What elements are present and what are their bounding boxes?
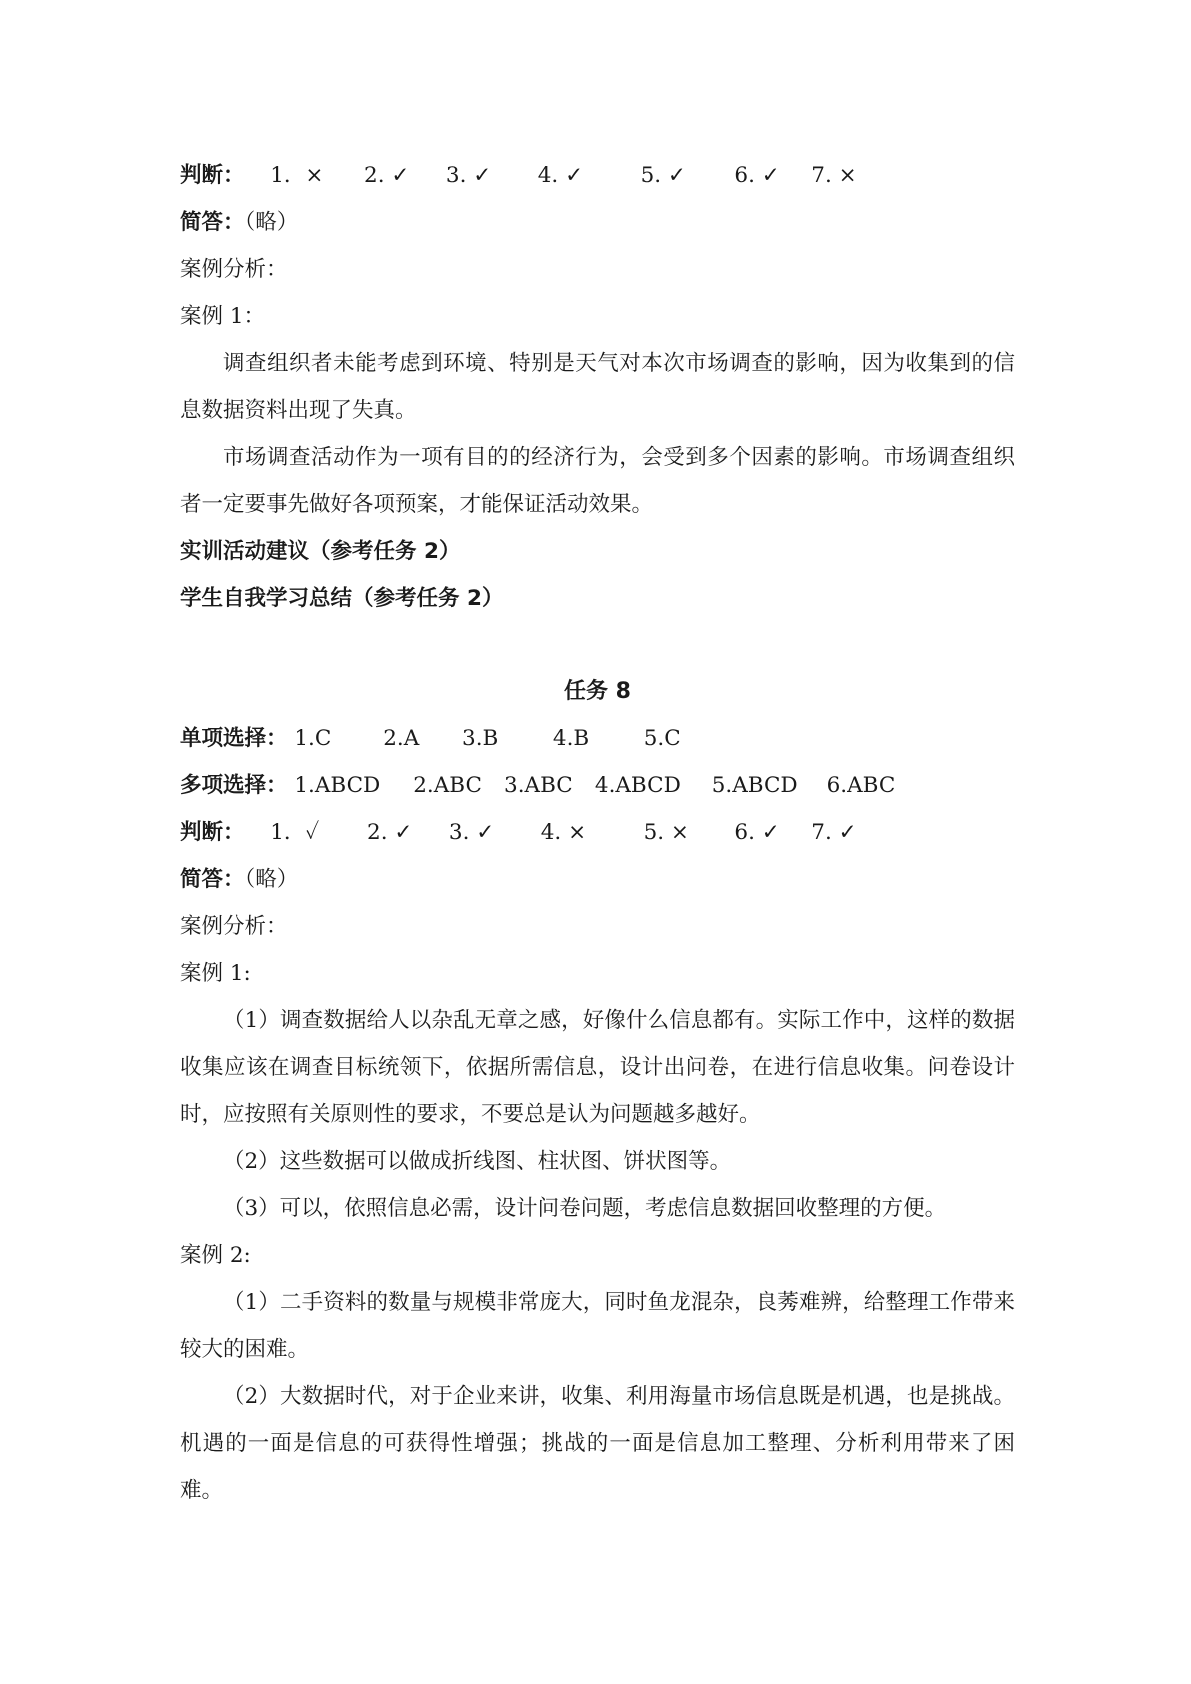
section-gap — [180, 622, 1015, 668]
short-answer-line — [180, 199, 1015, 246]
judge-answer: 2. ✓ — [364, 163, 410, 188]
judge-answer: 1．✓ — [270, 820, 320, 845]
judge-label: 判断： — [180, 163, 245, 188]
case-paragraph: 调查组织者未能考虑到环境、特别是天气对本次市场调查的影响，因为收集到的信息数据资料出现了失真。 — [180, 351, 1015, 423]
case-label: 案例 1： — [180, 304, 266, 329]
judge-answer: 2. ✓ — [367, 820, 413, 845]
case-label: 案例 2: — [180, 1243, 251, 1268]
judge-answer: 3. ✓ — [448, 820, 495, 845]
single-choice-answer: 4.B — [552, 726, 590, 751]
case-paragraph: （2）大数据时代，对于企业来讲，收集、利用海量市场信息既是机遇，也是挑战。机遇的一面是信息的可获得性增强；挑战的一面是信息加工整理、分析利用带来了困难。 — [180, 1384, 1015, 1503]
judge-answer: 1．× — [270, 163, 324, 188]
judge-answer: 6. ✓ — [734, 163, 780, 188]
judge-answer: 6. ✓ — [734, 820, 780, 845]
single-choice-answer: 1.C — [294, 726, 332, 751]
case-paragraph: （1）二手资料的数量与规模非常庞大，同时鱼龙混杂，良莠难辨，给整理工作带来较大的困难。 — [180, 1290, 1015, 1362]
case-paragraph: 市场调查活动作为一项有目的的经济行为，会受到多个因素的影响。市场调查组织者一定要事先做好各项预案，才能保证活动效果。 — [180, 445, 1015, 517]
short-answer-value: （略） — [244, 867, 299, 892]
judge-answer: 3. ✓ — [445, 163, 492, 188]
judge-answer: 7. ✓ — [811, 820, 857, 845]
document-page — [180, 152, 1015, 1514]
judge-answer: 5. × — [643, 820, 689, 845]
multiple-choice-answer: 5.ABCD — [711, 773, 798, 798]
case-paragraph: （3）可以，依照信息必需，设计问卷问题，考虑信息数据回收整理的方便。 — [223, 1196, 947, 1221]
short-answer-value: （略） — [244, 210, 299, 235]
multiple-choice-answer: 6.ABC — [826, 773, 896, 798]
judge-answers-line — [180, 809, 1015, 856]
judge-answer: 7. × — [811, 163, 857, 188]
multiple-choice-answer: 1.ABCD — [294, 773, 381, 798]
case-paragraph: （1）调查数据给人以杂乱无章之感，好像什么信息都有。实际工作中，这样的数据收集应该在调查目标统领下，依据所需信息，设计出问卷，在进行信息收集。问卷设计时，应按照有关原则性的要求，不要总是认为问题越多越好。 — [180, 1008, 1015, 1127]
multiple-choice-answer: 2.ABC — [413, 773, 482, 798]
multiple-choice-answer: 4.ABCD — [594, 773, 681, 798]
short-answer-line — [180, 856, 1015, 903]
judge-answer: 4. × — [540, 820, 587, 845]
single-choice-label: 单项选择： — [180, 726, 288, 751]
training-suggestion-heading: 实训活动建议（参考任务 2） — [180, 539, 461, 564]
case-label: 案例 1: — [180, 961, 251, 986]
multiple-choice-label: 多项选择： — [180, 773, 288, 798]
case-analysis-heading: 案例分析： — [180, 257, 288, 282]
judge-answer: 5. ✓ — [640, 163, 686, 188]
case-analysis-heading: 案例分析： — [180, 914, 288, 939]
case-paragraph: （2）这些数据可以做成折线图、柱状图、饼状图等。 — [223, 1149, 732, 1174]
single-choice-answer: 3.B — [462, 726, 499, 751]
single-choice-answer: 5.C — [643, 726, 681, 751]
short-answer-label: 简答： — [180, 210, 245, 235]
judge-answer: 4. ✓ — [537, 163, 584, 188]
self-study-summary-heading: 学生自我学习总结（参考任务 2） — [180, 586, 504, 611]
short-answer-label: 简答： — [180, 867, 245, 892]
judge-answers-line — [180, 152, 1015, 199]
section-title: 任务 8 — [564, 679, 631, 704]
single-choice-answer: 2.A — [383, 726, 420, 751]
judge-label: 判断： — [180, 820, 245, 845]
multiple-choice-answer: 3.ABC — [504, 773, 573, 798]
single-choice-line — [180, 715, 1015, 762]
multiple-choice-line — [180, 762, 1015, 809]
